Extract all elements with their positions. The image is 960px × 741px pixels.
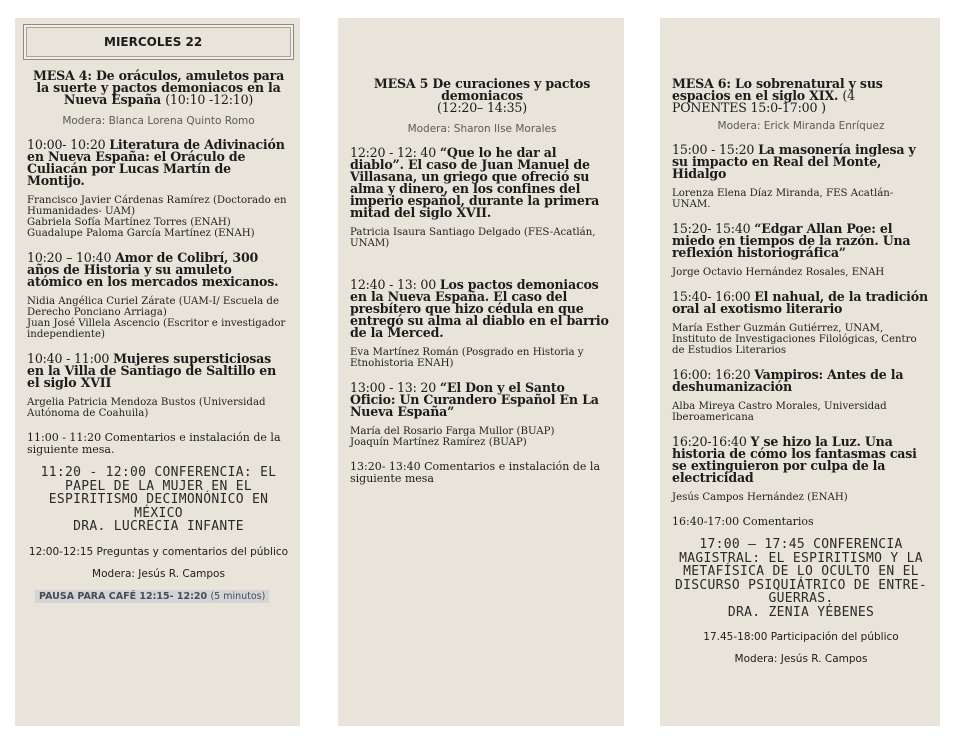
talk-speakers: Jorge Octavio Hernández Rosales, ENAH (672, 267, 885, 278)
moderator-2: Modera: Jesús R. Campos (92, 567, 225, 580)
mesa-title-text: MESA 5 De curaciones y pactos demoniacos (373, 76, 591, 103)
talk-speakers: Eva Martínez Román (Posgrado en Historia y Etnohistoria ENAH) (350, 347, 584, 369)
coffee-break-mins: (5 minutos) (210, 590, 266, 602)
talk-title: Literatura de Adivinación en Nueva España: el Oráculo de Culiacán por Lucas Martín de Montijo. (27, 137, 285, 188)
talk-time: 10:40 - 11:00 (27, 351, 110, 366)
conference-block: 11:20 - 12:00 CONFERENCIA: EL PAPEL DE LA MUJER EN EL ESPIRITISMO DECIMONÓNICO EN MÉXICO DRA. LUCRECIA INFANTE (40, 465, 277, 534)
moderator: Modera: Erick Miranda Enríquez (717, 120, 885, 132)
mesa-title-text: MESA 4: De oráculos, amuletos para la suerte y pactos demoniacos en la Nueva España (32, 68, 285, 107)
moderator: Modera: Blanca Lorena Quinto Romo (62, 115, 255, 127)
coffee-break (27, 584, 290, 603)
mesa-time: (10:10 -12:10) (165, 92, 254, 107)
comments-break: 16:40-17:00 Comentarios (672, 515, 814, 528)
questions-line: 12:00-12:15 Preguntas y comentarios del público (28, 545, 289, 558)
talk-time: 16:20-16:40 (672, 434, 747, 449)
talk-speakers: Patricia Isaura Santiago Delgado (FES-Acatlán, UNAM) (350, 227, 596, 249)
talk-item (672, 223, 930, 259)
column-mesa-4 (15, 18, 300, 726)
talk-time: 15:20- 15:40 (672, 221, 751, 236)
talk-time: 12:20 - 12: 40 (350, 145, 437, 160)
talk-time: 10:20 – 10:40 (27, 250, 112, 265)
coffee-break-badge (35, 590, 269, 603)
moderator-2: Modera: Jesús R. Campos (734, 653, 868, 665)
talk-speakers: María del Rosario Farga Mullor (BUAP) Joaquín Martínez Ramírez (BUAP) (350, 426, 555, 448)
talk-time: 12:40 - 13: 00 (350, 277, 437, 292)
talk-item (672, 144, 930, 180)
coffee-break-text: PAUSA PARA CAFÉ 12:15- 12:20 (39, 590, 208, 602)
talk-item (672, 291, 930, 315)
mesa-6-title (672, 78, 930, 114)
mesa-time: (12:20– 14:35) (437, 100, 527, 115)
comments-break: 11:00 - 11:20 Comentarios e instalación de la siguiente mesa. (27, 431, 281, 456)
day-header: MIERCOLES 22 (23, 24, 294, 60)
talk-title: Vampiros: Antes de la deshumanización (672, 367, 904, 394)
talk-time: 10:00- 10:20 (27, 137, 106, 152)
mesa-5-title (350, 78, 614, 114)
column-mesa-5 (338, 18, 624, 726)
talk-title: La masonería inglesa y su impacto en Real del Monte, Hidalgo (672, 142, 916, 181)
talk-item (672, 369, 930, 393)
talk-title: El nahual, de la tradición oral al exotismo literario (672, 289, 928, 316)
talk-speakers: Lorenza Elena Díaz Miranda, FES Acatlán-UNAM. (672, 188, 894, 210)
talk-speakers: María Esther Guzmán Gutiérrez, UNAM, Instituto de Investigaciones Filológicas, Centro de Estudios Literarios (672, 323, 917, 356)
participation-line: 17.45-18:00 Participación del público (703, 631, 899, 643)
talk-item (27, 252, 290, 288)
talk-title: Mujeres supersticiosas en la Villa de Santiago de Saltillo en el siglo XVII (27, 351, 277, 390)
talk-item (350, 147, 614, 219)
column-mesa-6 (660, 18, 940, 726)
talk-title: “Edgar Allan Poe: el miedo en tiempos de la razón. Una reflexión historiográfica” (672, 221, 911, 260)
talk-item (350, 382, 614, 418)
talk-speakers: Alba Mireya Castro Morales, Universidad Iberoamericana (672, 401, 887, 423)
talk-time: 15:40- 16:00 (672, 289, 751, 304)
talk-title: “El Don y el Santo Oficio: Un Curandero Español En La Nueva España” (350, 380, 599, 419)
talk-item (672, 436, 930, 484)
talk-item (27, 139, 290, 187)
conference-block: 17:00 – 17:45 CONFERENCIA MAGISTRAL: EL ESPIRITISMO Y LA METAFÍSICA DE LO OCULTO EN EL DISCURSO PSIQUIÁTRICO DE ENTRE-GUERRAS. DRA. ZENIA YÉBENES (675, 537, 927, 620)
comments-break: 13:20- 13:40 Comentarios e instalación de la siguiente mesa (350, 460, 601, 485)
talk-time: 13:00 - 13: 20 (350, 380, 437, 395)
talk-time: 15:00 - 15:20 (672, 142, 755, 157)
talk-title: Los pactos demoniacos en la Nueva España. El caso del presbítero que hizo cédula en que entregó su alma al diablo en el barrio de la Merced. (350, 277, 609, 340)
mesa-time: (4 PONENTES 15:0-17:00 ) (672, 88, 855, 115)
talk-item (27, 353, 290, 389)
mesa-title-text: MESA 6: Lo sobrenatural y sus espacios en el siglo XIX. (672, 76, 883, 103)
moderator: Modera: Sharon Ilse Morales (407, 123, 557, 135)
talk-title: Y se hizo la Luz. Una historia de cómo los fantasmas casi se extinguieron por culpa de la electricidad (672, 434, 917, 485)
talk-speakers: Nidia Angélica Curiel Zárate (UAM-I/ Escuela de Derecho Ponciano Arriaga) Juan José Villela Ascencio (Escritor e investigador independiente) (27, 296, 286, 340)
talk-speakers: Argelia Patricia Mendoza Bustos (Universidad Autónoma de Coahuila) (27, 397, 266, 419)
talk-time: 16:00: 16:20 (672, 367, 751, 382)
talk-title: “Que lo he dar al diablo”. El caso de Juan Manuel de Villasana, un griego que ofreció su alma y dinero, en los confines del imperio español, durante la primera mitad del siglo XVII. (350, 145, 600, 220)
talk-speakers: Jesús Campos Hernández (ENAH) (672, 492, 848, 503)
talk-item (350, 279, 614, 339)
talk-speakers: Francisco Javier Cárdenas Ramírez (Doctorado en Humanidades- UAM) Gabriela Sofía Martínez Torres (ENAH) Guadalupe Paloma García Martínez (ENAH) (27, 195, 287, 239)
talk-title: Amor de Colibrí, 300 años de Historia y su amuleto atómico en los mercados mexicanos. (27, 250, 279, 289)
mesa-4-title (27, 70, 290, 106)
